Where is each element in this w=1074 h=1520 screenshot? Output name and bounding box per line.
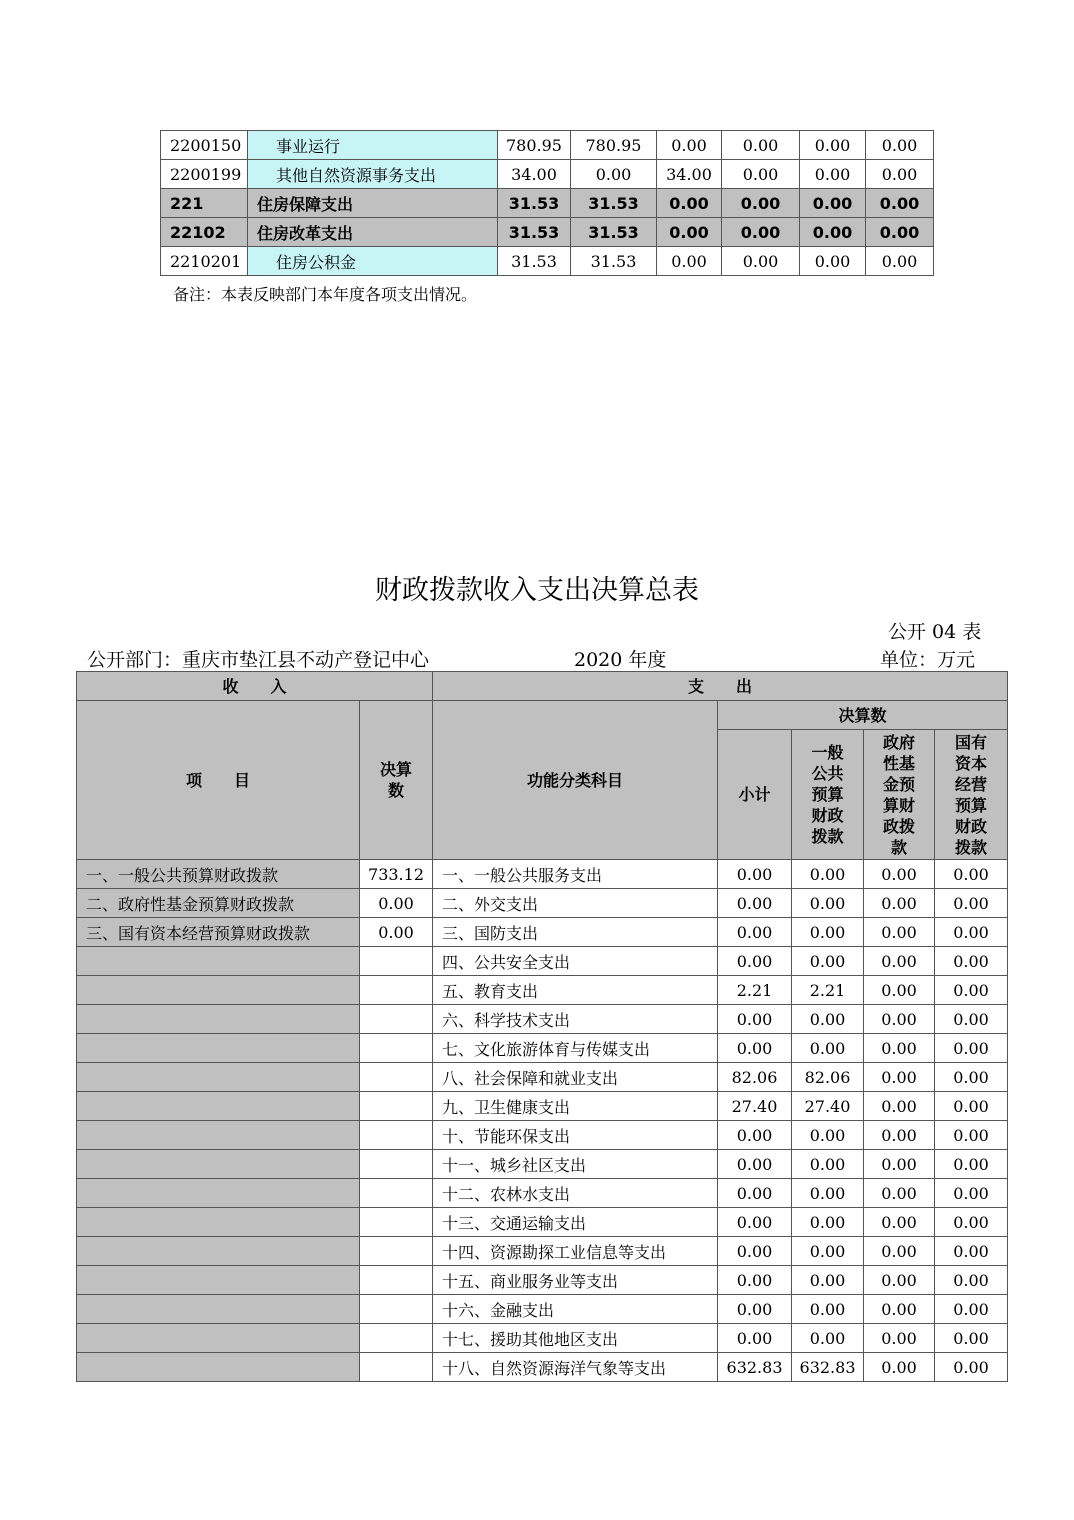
income-amount xyxy=(360,1005,433,1034)
row-value: 31.53 xyxy=(498,189,571,218)
income-item xyxy=(77,1179,360,1208)
table-row xyxy=(77,1295,1008,1324)
income-item xyxy=(77,947,360,976)
expense-value: 0.00 xyxy=(792,860,864,889)
income-amount xyxy=(360,1237,433,1266)
expense-item: 十三、交通运输支出 xyxy=(433,1208,718,1237)
function-category-header: 功能分类科目 xyxy=(433,701,718,860)
row-value: 0.00 xyxy=(657,247,722,276)
expense-value: 0.00 xyxy=(935,1121,1008,1150)
table-row xyxy=(77,1266,1008,1295)
row-value: 0.00 xyxy=(722,247,800,276)
expense-value: 632.83 xyxy=(792,1353,864,1382)
row-value: 0.00 xyxy=(657,131,722,160)
income-amount xyxy=(360,1208,433,1237)
expense-item: 十六、金融支出 xyxy=(433,1295,718,1324)
table-row xyxy=(77,1208,1008,1237)
table-row xyxy=(161,218,934,247)
income-item xyxy=(77,1324,360,1353)
expense-value: 0.00 xyxy=(864,1208,935,1237)
row-value: 0.00 xyxy=(866,131,934,160)
table-row xyxy=(77,1150,1008,1179)
row-value: 31.53 xyxy=(498,247,571,276)
expense-value: 0.00 xyxy=(864,1353,935,1382)
expense-value: 0.00 xyxy=(718,947,792,976)
expense-item: 十五、商业服务业等支出 xyxy=(433,1266,718,1295)
row-value: 0.00 xyxy=(722,218,800,247)
expense-value: 0.00 xyxy=(792,1034,864,1063)
expense-value: 0.00 xyxy=(935,1179,1008,1208)
table-row xyxy=(77,889,1008,918)
expense-value: 0.00 xyxy=(792,1005,864,1034)
income-item xyxy=(77,1266,360,1295)
row-value: 0.00 xyxy=(571,160,657,189)
income-amount xyxy=(360,1034,433,1063)
expense-value: 0.00 xyxy=(864,1237,935,1266)
row-value: 0.00 xyxy=(800,131,866,160)
row-name: 住房保障支出 xyxy=(248,189,498,218)
row-value: 780.95 xyxy=(571,131,657,160)
income-item xyxy=(77,1237,360,1266)
table-row xyxy=(77,947,1008,976)
row-value: 31.53 xyxy=(498,218,571,247)
expense-value: 0.00 xyxy=(718,1266,792,1295)
income-amount xyxy=(360,1295,433,1324)
row-value: 0.00 xyxy=(866,189,934,218)
general-budget-header: 一般 公共 预算 财政 拨款 xyxy=(792,730,864,860)
table-row xyxy=(161,160,934,189)
expense-value: 0.00 xyxy=(718,1121,792,1150)
expense-value: 0.00 xyxy=(792,1295,864,1324)
expenditure-detail-table xyxy=(160,130,934,276)
expense-header: 支 出 xyxy=(433,672,1008,701)
expense-value: 0.00 xyxy=(718,1237,792,1266)
table-row xyxy=(161,189,934,218)
row-value: 31.53 xyxy=(571,218,657,247)
row-name: 住房改革支出 xyxy=(248,218,498,247)
expense-item: 四、公共安全支出 xyxy=(433,947,718,976)
table-row xyxy=(77,1324,1008,1353)
unit: 单位：万元 xyxy=(880,649,976,671)
income-item xyxy=(77,1063,360,1092)
expense-item: 八、社会保障和就业支出 xyxy=(433,1063,718,1092)
expense-value: 0.00 xyxy=(935,918,1008,947)
expense-value: 0.00 xyxy=(935,976,1008,1005)
income-amount xyxy=(360,1179,433,1208)
income-item xyxy=(77,976,360,1005)
expense-value: 0.00 xyxy=(864,1266,935,1295)
expense-value: 0.00 xyxy=(792,1179,864,1208)
row-code: 221 xyxy=(161,189,248,218)
row-value: 0.00 xyxy=(722,160,800,189)
expense-value: 0.00 xyxy=(864,1092,935,1121)
row-value: 34.00 xyxy=(498,160,571,189)
expense-item: 五、教育支出 xyxy=(433,976,718,1005)
expense-value: 0.00 xyxy=(792,1324,864,1353)
table-row xyxy=(77,976,1008,1005)
table-row xyxy=(77,1353,1008,1382)
expense-value: 0.00 xyxy=(935,1208,1008,1237)
income-item xyxy=(77,1353,360,1382)
income-header: 收 入 xyxy=(77,672,433,701)
expense-value: 2.21 xyxy=(792,976,864,1005)
row-value: 0.00 xyxy=(866,218,934,247)
expense-item: 十二、农林水支出 xyxy=(433,1179,718,1208)
expense-value: 0.00 xyxy=(718,860,792,889)
gov-fund-header: 政府 性基 金预 算财 政拨 款 xyxy=(864,730,935,860)
expense-item: 十八、自然资源海洋气象等支出 xyxy=(433,1353,718,1382)
row-name: 住房公积金 xyxy=(248,247,498,276)
income-item xyxy=(77,1092,360,1121)
final-amount-header: 决算数 xyxy=(718,701,1008,730)
row-value: 0.00 xyxy=(866,247,934,276)
row-value: 0.00 xyxy=(722,189,800,218)
expense-item: 二、外交支出 xyxy=(433,889,718,918)
row-code: 22102 xyxy=(161,218,248,247)
expense-value: 0.00 xyxy=(864,1324,935,1353)
expense-value: 0.00 xyxy=(718,889,792,918)
expense-value: 0.00 xyxy=(792,1208,864,1237)
expense-value: 0.00 xyxy=(718,1179,792,1208)
expense-value: 0.00 xyxy=(935,1034,1008,1063)
table-row xyxy=(77,1092,1008,1121)
row-value: 31.53 xyxy=(571,247,657,276)
expense-value: 0.00 xyxy=(864,947,935,976)
income-item: 一、一般公共预算财政拨款 xyxy=(77,860,360,889)
amount-header: 决算 数 xyxy=(360,701,433,860)
expense-value: 0.00 xyxy=(718,918,792,947)
row-value: 0.00 xyxy=(800,189,866,218)
income-item xyxy=(77,1121,360,1150)
expense-value: 27.40 xyxy=(718,1092,792,1121)
expense-value: 0.00 xyxy=(864,918,935,947)
income-amount xyxy=(360,976,433,1005)
expense-value: 0.00 xyxy=(935,1237,1008,1266)
expense-value: 0.00 xyxy=(935,889,1008,918)
expense-value: 0.00 xyxy=(792,947,864,976)
item-header: 项 目 xyxy=(77,701,360,860)
income-item xyxy=(77,1005,360,1034)
table-note: 备注：本表反映部门本年度各项支出情况。 xyxy=(173,285,478,304)
expense-value: 82.06 xyxy=(792,1063,864,1092)
income-amount: 733.12 xyxy=(360,860,433,889)
expense-value: 2.21 xyxy=(718,976,792,1005)
table-row xyxy=(77,918,1008,947)
table-row xyxy=(77,1005,1008,1034)
row-value: 0.00 xyxy=(800,218,866,247)
appropriation-summary-table xyxy=(76,671,1008,1382)
expense-value: 0.00 xyxy=(864,1034,935,1063)
income-amount: 0.00 xyxy=(360,889,433,918)
income-amount xyxy=(360,1324,433,1353)
report-title: 财政拨款收入支出决算总表 xyxy=(375,575,699,606)
table-row xyxy=(77,1179,1008,1208)
expense-item: 十四、资源勘探工业信息等支出 xyxy=(433,1237,718,1266)
expense-item: 九、卫生健康支出 xyxy=(433,1092,718,1121)
income-amount: 0.00 xyxy=(360,918,433,947)
row-name: 其他自然资源事务支出 xyxy=(248,160,498,189)
expense-value: 0.00 xyxy=(718,1150,792,1179)
expense-value: 0.00 xyxy=(864,1295,935,1324)
expense-value: 0.00 xyxy=(864,860,935,889)
income-amount xyxy=(360,947,433,976)
expense-value: 0.00 xyxy=(792,1150,864,1179)
expense-value: 0.00 xyxy=(935,860,1008,889)
expense-value: 27.40 xyxy=(792,1092,864,1121)
expense-value: 0.00 xyxy=(718,1034,792,1063)
row-code: 2200199 xyxy=(161,160,248,189)
row-value: 780.95 xyxy=(498,131,571,160)
expense-value: 0.00 xyxy=(792,918,864,947)
expense-value: 82.06 xyxy=(718,1063,792,1092)
income-item xyxy=(77,1295,360,1324)
expense-value: 0.00 xyxy=(864,976,935,1005)
expense-value: 0.00 xyxy=(864,1179,935,1208)
expense-value: 0.00 xyxy=(718,1208,792,1237)
expense-value: 0.00 xyxy=(935,1092,1008,1121)
expense-value: 0.00 xyxy=(935,1295,1008,1324)
expense-value: 0.00 xyxy=(718,1005,792,1034)
row-value: 34.00 xyxy=(657,160,722,189)
row-value: 0.00 xyxy=(800,160,866,189)
row-code: 2210201 xyxy=(161,247,248,276)
state-capital-header: 国有 资本 经营 预算 财政 拨款 xyxy=(935,730,1008,860)
expense-item: 十、节能环保支出 xyxy=(433,1121,718,1150)
row-code: 2200150 xyxy=(161,131,248,160)
subtotal-header: 小计 xyxy=(718,730,792,860)
expense-item: 三、国防支出 xyxy=(433,918,718,947)
row-value: 0.00 xyxy=(657,189,722,218)
table-row xyxy=(77,1063,1008,1092)
expense-value: 0.00 xyxy=(718,1324,792,1353)
expense-value: 0.00 xyxy=(935,1353,1008,1382)
expense-item: 十一、城乡社区支出 xyxy=(433,1150,718,1179)
row-value: 0.00 xyxy=(800,247,866,276)
expense-value: 632.83 xyxy=(718,1353,792,1382)
income-item: 三、国有资本经营预算财政拨款 xyxy=(77,918,360,947)
expense-value: 0.00 xyxy=(792,889,864,918)
fiscal-year: 2020 年度 xyxy=(574,649,667,671)
expense-value: 0.00 xyxy=(792,1237,864,1266)
row-value: 0.00 xyxy=(722,131,800,160)
table-row xyxy=(77,1034,1008,1063)
expense-value: 0.00 xyxy=(935,1324,1008,1353)
income-item xyxy=(77,1150,360,1179)
table-row xyxy=(161,247,934,276)
expense-item: 六、科学技术支出 xyxy=(433,1005,718,1034)
expense-value: 0.00 xyxy=(864,1063,935,1092)
row-name: 事业运行 xyxy=(248,131,498,160)
expense-value: 0.00 xyxy=(864,889,935,918)
expense-value: 0.00 xyxy=(864,1005,935,1034)
expense-value: 0.00 xyxy=(935,1266,1008,1295)
expense-item: 七、文化旅游体育与传媒支出 xyxy=(433,1034,718,1063)
income-amount xyxy=(360,1266,433,1295)
table-row xyxy=(77,1237,1008,1266)
expense-item: 一、一般公共服务支出 xyxy=(433,860,718,889)
expense-item: 十七、援助其他地区支出 xyxy=(433,1324,718,1353)
row-value: 0.00 xyxy=(866,160,934,189)
row-value: 0.00 xyxy=(657,218,722,247)
expense-value: 0.00 xyxy=(792,1266,864,1295)
income-amount xyxy=(360,1150,433,1179)
income-item: 二、政府性基金预算财政拨款 xyxy=(77,889,360,918)
income-amount xyxy=(360,1092,433,1121)
income-amount xyxy=(360,1353,433,1382)
income-item xyxy=(77,1208,360,1237)
table-row xyxy=(77,860,1008,889)
expense-value: 0.00 xyxy=(792,1121,864,1150)
expense-value: 0.00 xyxy=(718,1295,792,1324)
income-item xyxy=(77,1034,360,1063)
table-row xyxy=(161,131,934,160)
income-amount xyxy=(360,1063,433,1092)
table-number: 公开 04 表 xyxy=(888,621,982,643)
table-row xyxy=(77,1121,1008,1150)
expense-value: 0.00 xyxy=(935,947,1008,976)
income-amount xyxy=(360,1121,433,1150)
expense-value: 0.00 xyxy=(864,1150,935,1179)
expense-value: 0.00 xyxy=(935,1063,1008,1092)
expense-value: 0.00 xyxy=(935,1005,1008,1034)
expense-value: 0.00 xyxy=(864,1121,935,1150)
row-value: 31.53 xyxy=(571,189,657,218)
department: 公开部门：重庆市垫江县不动产登记中心 xyxy=(87,649,430,671)
expense-value: 0.00 xyxy=(935,1150,1008,1179)
